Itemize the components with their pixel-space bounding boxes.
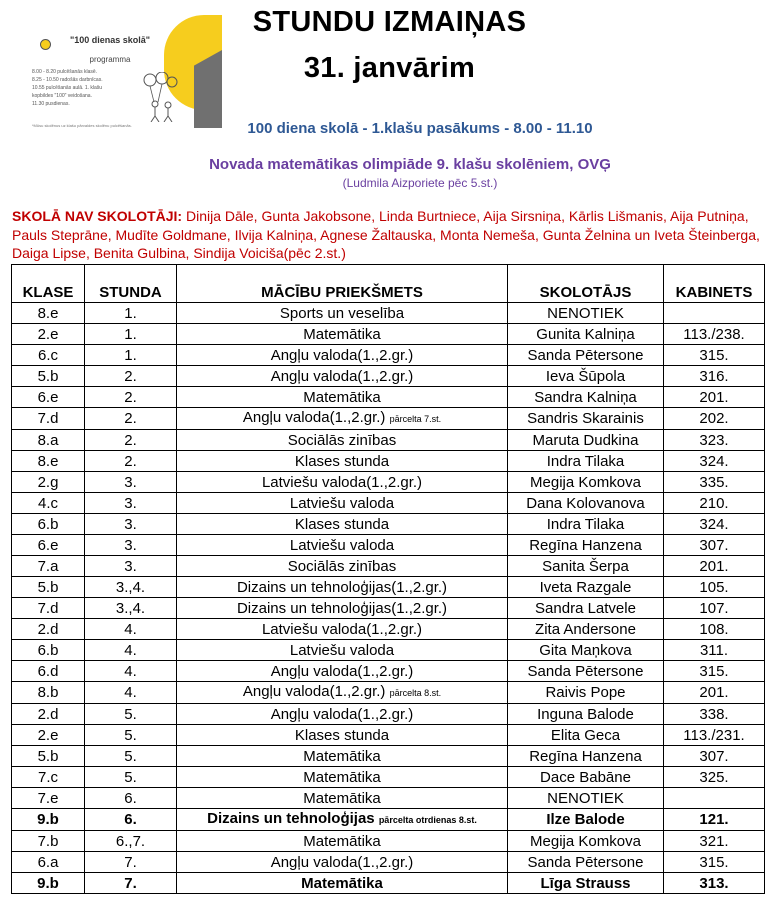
page-date: 31. janvārim	[303, 52, 476, 84]
cell-subject	[177, 598, 508, 619]
subject-text: Dizains un tehnoloģijas(1.,2.gr.)	[236, 578, 448, 596]
cell-room: 210.	[664, 493, 765, 514]
cell-teacher: Megija Komkova	[508, 472, 664, 493]
cell-subject	[177, 725, 508, 746]
table-row	[12, 788, 765, 809]
cell-class: 8.a	[12, 430, 85, 451]
table-row	[12, 514, 765, 535]
cell-class: 6.b	[12, 640, 85, 661]
table-row	[12, 451, 765, 472]
cell-teacher: Zita Andersone	[508, 619, 664, 640]
cell-subject	[177, 704, 508, 725]
cell-lesson: 3.	[85, 514, 177, 535]
cell-teacher: Iveta Razgale	[508, 577, 664, 598]
subject-text: Latviešu valoda(1.,2.gr.)	[261, 473, 423, 491]
subject-text: Matemātika	[303, 747, 381, 765]
cell-subject	[177, 577, 508, 598]
table-row	[12, 661, 765, 682]
cell-lesson: 5.	[85, 725, 177, 746]
cell-class: 9.b	[12, 873, 85, 894]
cell-teacher: Līga Strauss	[508, 873, 664, 894]
cell-subject	[177, 303, 508, 324]
poster-schedule-line: 8.00 - 8.20 pulcēšanās klasē.	[32, 69, 98, 75]
poster-schedule-line: 10.55 pulcēšanās aulā. 1. klašu	[32, 85, 103, 91]
cell-subject	[177, 535, 508, 556]
cell-lesson: 4.	[85, 682, 177, 704]
cell-lesson: 3.,4.	[85, 577, 177, 598]
table-row	[12, 324, 765, 345]
cell-class: 5.b	[12, 366, 85, 387]
table-row	[12, 472, 765, 493]
cell-subject	[177, 873, 508, 894]
cell-room	[664, 303, 765, 324]
table-row	[12, 767, 765, 788]
cell-subject	[177, 366, 508, 387]
cell-lesson: 3.	[85, 556, 177, 577]
cell-class: 7.c	[12, 767, 85, 788]
cell-subject	[177, 661, 508, 682]
cell-subject	[177, 831, 508, 852]
subject-text: Matemātika	[301, 874, 383, 892]
cell-room: 107.	[664, 598, 765, 619]
cell-class: 6.e	[12, 387, 85, 408]
cell-lesson: 7.	[85, 873, 177, 894]
cell-class: 6.a	[12, 852, 85, 873]
cell-teacher: Gita Maņkova	[508, 640, 664, 661]
cell-teacher: Indra Tilaka	[508, 451, 664, 472]
cell-room: 315.	[664, 661, 765, 682]
cell-class: 6.c	[12, 345, 85, 366]
column-header-teacher: SKOLOTĀJS	[508, 265, 664, 303]
cell-teacher: NENOTIEK	[508, 303, 664, 324]
subject-text: Sociālās zinības	[287, 431, 397, 449]
cell-teacher: Regīna Hanzena	[508, 746, 664, 767]
table-row	[12, 852, 765, 873]
subject-text: Matemātika	[303, 325, 381, 343]
subject-text: Angļu valoda(1.,2.gr.)	[270, 853, 414, 871]
cell-lesson: 4.	[85, 661, 177, 682]
cell-teacher: Sanda Pētersone	[508, 345, 664, 366]
cell-subject	[177, 451, 508, 472]
cell-teacher: Indra Tilaka	[508, 514, 664, 535]
cell-teacher: Gunita Kalniņa	[508, 324, 664, 345]
cell-lesson: 5.	[85, 704, 177, 725]
cell-class: 9.b	[12, 809, 85, 831]
cell-class: 8.b	[12, 682, 85, 704]
table-row	[12, 387, 765, 408]
schedule-changes-table	[11, 264, 765, 894]
cell-subject	[177, 767, 508, 788]
table-row	[12, 725, 765, 746]
table-row	[12, 577, 765, 598]
table-row	[12, 303, 765, 324]
subject-text: Matemātika	[303, 388, 381, 406]
table-row	[12, 619, 765, 640]
cell-lesson: 4.	[85, 619, 177, 640]
cell-teacher: Sandra Kalniņa	[508, 387, 664, 408]
cell-teacher: Dace Babāne	[508, 767, 664, 788]
cell-room: 313.	[664, 873, 765, 894]
cell-lesson: 1.	[85, 324, 177, 345]
table-row	[12, 408, 765, 430]
poster-schedule-line: 11.30 pusdienas.	[32, 101, 70, 107]
cell-room: 201.	[664, 556, 765, 577]
cell-class: 2.d	[12, 619, 85, 640]
cell-subject	[177, 682, 508, 704]
cell-lesson: 6.,7.	[85, 831, 177, 852]
cell-subject	[177, 746, 508, 767]
cell-subject	[177, 809, 508, 831]
cell-class: 7.a	[12, 556, 85, 577]
cell-room: 307.	[664, 746, 765, 767]
reschedule-note: pārcelta 7.st.	[389, 414, 442, 424]
cell-teacher: Sandra Latvele	[508, 598, 664, 619]
subject-text: Latviešu valoda	[289, 536, 395, 554]
cell-teacher: Ieva Šūpola	[508, 366, 664, 387]
cell-teacher: Raivis Pope	[508, 682, 664, 704]
poster-schedule-line: 8.25 - 10.50 radošās darbnīcas.	[32, 77, 103, 83]
reschedule-note: pārcelta 8.st.	[389, 688, 442, 698]
table-row	[12, 493, 765, 514]
event-math-olympiad: Novada matemātikas olimpiāde 9. klašu skolēniem, OVĢ	[209, 156, 611, 173]
table-row	[12, 598, 765, 619]
cell-lesson: 3.	[85, 472, 177, 493]
cell-room: 324.	[664, 451, 765, 472]
cell-lesson: 2.	[85, 387, 177, 408]
cell-class: 2.e	[12, 725, 85, 746]
cell-lesson: 3.,4.	[85, 598, 177, 619]
table-header-row	[12, 265, 765, 303]
cell-lesson: 3.	[85, 535, 177, 556]
subject-text: Angļu valoda(1.,2.gr.)	[270, 346, 414, 364]
cell-subject	[177, 408, 508, 430]
cell-room: 315.	[664, 345, 765, 366]
cell-class: 7.b	[12, 831, 85, 852]
column-header-class: KLASE	[12, 265, 85, 303]
cell-room: 105.	[664, 577, 765, 598]
cell-class: 8.e	[12, 451, 85, 472]
cell-lesson: 1.	[85, 345, 177, 366]
column-header-subject: MĀCĪBU PRIEKŠMETS	[177, 265, 508, 303]
table-row	[12, 746, 765, 767]
absent-teachers-list: Dinija Dāle, Gunta Jakobsone, Linda Burtniece, Aija Sirsniņa, Kārlis Lišmanis, Aija Putniņa, Pauls Steprāne, Mudīte Goldmane, Ilvija Kalniņa, Agnese Žaltauska, Monta Nemeša, Gunta Želnina un Iveta Šteinberga, Daiga Lipse, Benita Gulbina, Sindija Voiciša(pēc 2.st.)	[12, 208, 760, 261]
cell-subject	[177, 619, 508, 640]
table-row	[12, 430, 765, 451]
cell-subject	[177, 788, 508, 809]
table-row	[12, 345, 765, 366]
subject-text: Angļu valoda(1.,2.gr.)	[270, 662, 414, 680]
cell-lesson: 6.	[85, 809, 177, 831]
cell-subject	[177, 493, 508, 514]
subject-text: Klases stunda	[294, 452, 390, 470]
table-row	[12, 535, 765, 556]
column-header-room: KABINETS	[664, 265, 765, 303]
cell-subject	[177, 472, 508, 493]
cell-subject	[177, 387, 508, 408]
table-row	[12, 704, 765, 725]
subject-text: Dizains un tehnoloģijas(1.,2.gr.)	[236, 599, 448, 617]
cell-teacher: Sanda Pētersone	[508, 661, 664, 682]
cell-class: 4.c	[12, 493, 85, 514]
cell-teacher: Sanita Šerpa	[508, 556, 664, 577]
cell-room: 108.	[664, 619, 765, 640]
cell-room: 201.	[664, 682, 765, 704]
cell-subject	[177, 324, 508, 345]
cell-lesson: 6.	[85, 788, 177, 809]
cell-subject	[177, 556, 508, 577]
cell-teacher: Sanda Pētersone	[508, 852, 664, 873]
subject-text: Latviešu valoda(1.,2.gr.)	[261, 620, 423, 638]
table-row	[12, 556, 765, 577]
cell-room: 315.	[664, 852, 765, 873]
subject-text: Matemātika	[303, 789, 381, 807]
cell-room: 325.	[664, 767, 765, 788]
cell-class: 8.e	[12, 303, 85, 324]
cell-teacher: Megija Komkova	[508, 831, 664, 852]
cell-lesson: 2.	[85, 366, 177, 387]
cell-lesson: 4.	[85, 640, 177, 661]
cell-subject	[177, 640, 508, 661]
cell-lesson: 7.	[85, 852, 177, 873]
cell-class: 7.d	[12, 598, 85, 619]
poster-subtitle: programma	[89, 55, 131, 64]
cell-room: 338.	[664, 704, 765, 725]
cell-class: 7.e	[12, 788, 85, 809]
poster-schedule-line: kopbildes "100" veidošana.	[32, 93, 92, 99]
cell-room: 335.	[664, 472, 765, 493]
cell-room: 307.	[664, 535, 765, 556]
cell-room: 316.	[664, 366, 765, 387]
cell-class: 5.b	[12, 577, 85, 598]
cell-teacher: Ilze Balode	[508, 809, 664, 831]
cell-teacher: Elita Geca	[508, 725, 664, 746]
table-row	[12, 873, 765, 894]
cell-class: 6.b	[12, 514, 85, 535]
cell-class: 2.d	[12, 704, 85, 725]
cell-teacher: Dana Kolovanova	[508, 493, 664, 514]
subject-text: Latviešu valoda	[289, 494, 395, 512]
subject-text: Angļu valoda(1.,2.gr.)	[242, 683, 386, 700]
cell-room: 321.	[664, 831, 765, 852]
cell-lesson: 5.	[85, 767, 177, 788]
subject-text: Dizains un tehnoloģijas	[207, 810, 375, 827]
table-row	[12, 809, 765, 831]
cell-lesson: 3.	[85, 493, 177, 514]
cell-lesson: 2.	[85, 408, 177, 430]
column-header-lesson: STUNDA	[85, 265, 177, 303]
cell-class: 6.d	[12, 661, 85, 682]
subject-text: Angļu valoda(1.,2.gr.)	[242, 409, 386, 426]
poster-note: *Mūsu skolēnus uz klašu pārvaldes skolēnu pulcēšanās.	[32, 123, 132, 128]
subject-text: Sociālās zinības	[287, 557, 397, 575]
cell-class: 2.e	[12, 324, 85, 345]
cell-room: 113./238.	[664, 324, 765, 345]
cell-class: 7.d	[12, 408, 85, 430]
table-row	[12, 366, 765, 387]
cell-teacher: Inguna Balode	[508, 704, 664, 725]
cell-room: 202.	[664, 408, 765, 430]
reschedule-note: pārcelta otrdienas 8.st.	[378, 815, 477, 825]
cell-room: 113./231.	[664, 725, 765, 746]
subject-text: Matemātika	[303, 832, 381, 850]
subject-text: Sports un veselība	[279, 304, 405, 322]
poster-title: "100 dienas skolā"	[69, 35, 151, 45]
cell-subject	[177, 430, 508, 451]
cell-teacher: Maruta Dudkina	[508, 430, 664, 451]
cell-room: 311.	[664, 640, 765, 661]
cell-teacher: Sandris Skarainis	[508, 408, 664, 430]
cell-room	[664, 788, 765, 809]
absent-teachers-label: SKOLĀ NAV SKOLOTĀJI:	[12, 208, 183, 224]
event-first-grade: 100 diena skolā - 1.klašu pasākums - 8.00 - 11.10	[247, 120, 593, 137]
absent-teachers-notice	[12, 207, 762, 263]
cell-lesson: 2.	[85, 430, 177, 451]
cell-lesson: 1.	[85, 303, 177, 324]
table-row	[12, 640, 765, 661]
cell-room: 324.	[664, 514, 765, 535]
cell-room: 323.	[664, 430, 765, 451]
subject-text: Angļu valoda(1.,2.gr.)	[270, 705, 414, 723]
cell-room: 201.	[664, 387, 765, 408]
page-title: STUNDU IZMAIŅAS	[252, 6, 527, 38]
cell-class: 2.g	[12, 472, 85, 493]
table-row	[12, 831, 765, 852]
cell-subject	[177, 852, 508, 873]
cell-subject	[177, 345, 508, 366]
subject-text: Angļu valoda(1.,2.gr.)	[270, 367, 414, 385]
cell-class: 5.b	[12, 746, 85, 767]
subject-text: Klases stunda	[294, 726, 390, 744]
event-math-olympiad-note: (Ludmila Aizporiete pēc 5.st.)	[342, 176, 498, 190]
subject-text: Latviešu valoda	[289, 641, 395, 659]
cell-lesson: 5.	[85, 746, 177, 767]
cell-lesson: 2.	[85, 451, 177, 472]
cell-class: 6.e	[12, 535, 85, 556]
subject-text: Klases stunda	[294, 515, 390, 533]
cell-teacher: NENOTIEK	[508, 788, 664, 809]
cell-room: 121.	[664, 809, 765, 831]
cell-subject	[177, 514, 508, 535]
table-row	[12, 682, 765, 704]
cell-teacher: Regīna Hanzena	[508, 535, 664, 556]
subject-text: Matemātika	[303, 768, 381, 786]
